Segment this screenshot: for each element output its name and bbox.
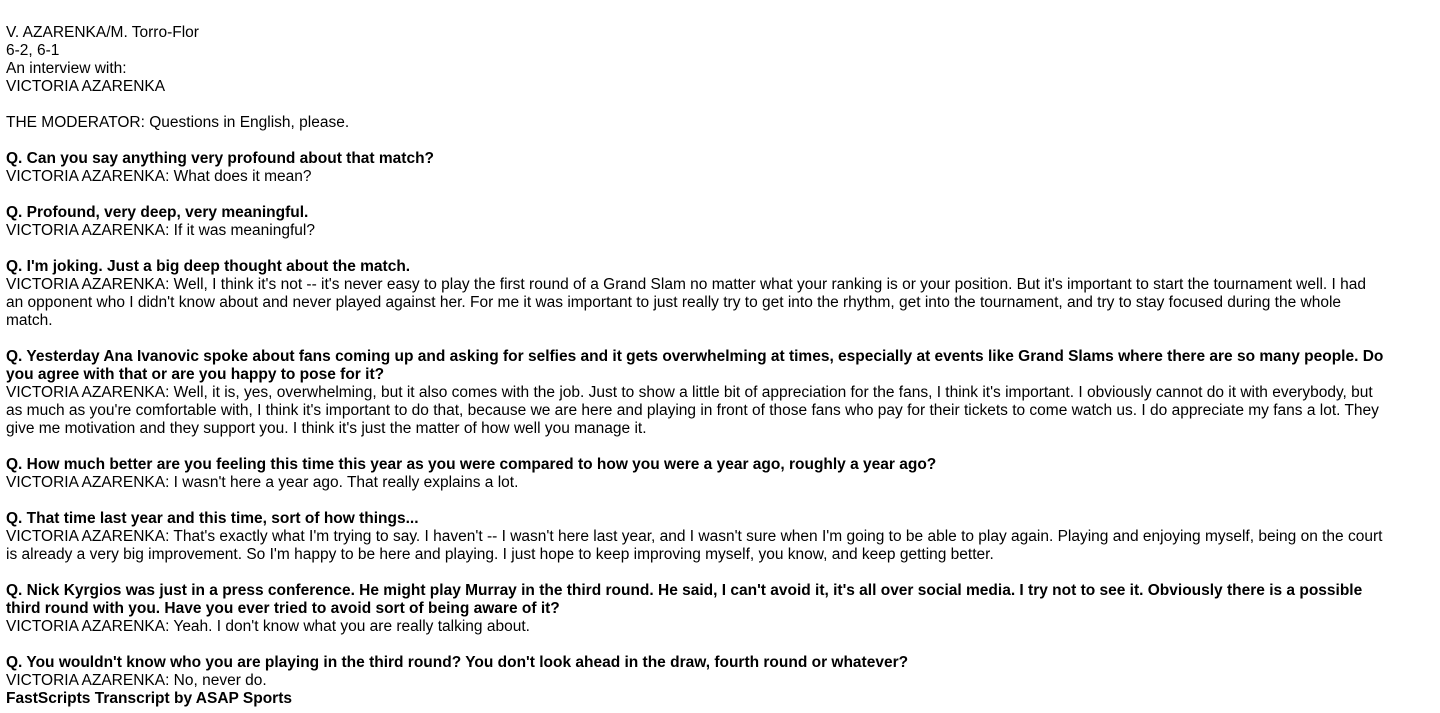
- answer-line: as much as you're comfortable with, I think it's important to do that, because we are here and playing in front of those fans who pay for their tickets to come watch us. I do appreciate my fans a lot. They: [6, 402, 1379, 419]
- answer-line: VICTORIA AZARENKA: Well, it is, yes, overwhelming, but it also comes with the job. Just to show a little bit of appreciation for the fans, I think it's important. I obviously cannot do it with everybody, but: [6, 384, 1373, 401]
- qa-block: [6, 204, 1434, 240]
- qa-block: [6, 510, 1434, 564]
- match-score: 6-2, 6-1: [6, 42, 60, 59]
- answer-line: VICTORIA AZARENKA: No, never do.: [6, 672, 267, 689]
- question-line: Q. You wouldn't know who you are playing in the third round? You don't look ahead in the draw, fourth round or whatever?: [6, 654, 909, 671]
- question-line: third round with you. Have you ever tried to avoid sort of being aware of it?: [6, 600, 560, 617]
- answer-line: VICTORIA AZARENKA: What does it mean?: [6, 168, 312, 185]
- qa-block: [6, 258, 1434, 330]
- question-line: Q. How much better are you feeling this time this year as you were compared to how you were a year ago, roughly a year ago?: [6, 456, 937, 473]
- transcript-document: [6, 24, 1434, 708]
- qa-block: [6, 456, 1434, 492]
- question-line: Q. Yesterday Ana Ivanovic spoke about fans coming up and asking for selfies and it gets overwhelming at times, especially at events like Grand Slams where there are so many people. Do: [6, 348, 1384, 365]
- interview-intro: An interview with:: [6, 60, 127, 77]
- question-line: Q. Can you say anything very profound about that match?: [6, 150, 435, 167]
- answer-line: an opponent who I didn't know about and never played against her. For me it was important to just really try to get into the rhythm, get into the tournament, and try to stay focused during the whole: [6, 294, 1342, 311]
- match-title: V. AZARENKA/M. Torro-Flor: [6, 24, 199, 41]
- answer-line: match.: [6, 312, 53, 329]
- question-line: Q. I'm joking. Just a big deep thought about the match.: [6, 258, 411, 275]
- question-line: Q. Profound, very deep, very meaningful.: [6, 204, 309, 221]
- qa-list: [6, 150, 1434, 690]
- question-line: Q. Nick Kyrgios was just in a press conference. He might play Murray in the third round. He said, I can't avoid it, it's all over social media. I try not to see it. Obviously there is a possible: [6, 582, 1363, 599]
- answer-line: is already a very big improvement. So I'm happy to be here and playing. I just hope to keep improving myself, you know, and keep getting better.: [6, 546, 994, 563]
- moderator-line: THE MODERATOR: Questions in English, please.: [6, 114, 350, 131]
- transcript-header: [6, 24, 1434, 96]
- answer-line: VICTORIA AZARENKA: I wasn't here a year ago. That really explains a lot.: [6, 474, 519, 491]
- qa-block: [6, 348, 1434, 438]
- question-line: Q. That time last year and this time, sort of how things...: [6, 510, 419, 527]
- spacer: [6, 132, 1434, 150]
- interviewee-name: VICTORIA AZARENKA: [6, 78, 166, 95]
- answer-line: VICTORIA AZARENKA: That's exactly what I'm trying to say. I haven't -- I wasn't here last year, and I wasn't sure when I'm going to be able to play again. Playing and enjoying myself, being on the court: [6, 528, 1383, 545]
- spacer: [6, 96, 1434, 114]
- qa-block: [6, 150, 1434, 186]
- answer-line: VICTORIA AZARENKA: If it was meaningful?: [6, 222, 315, 239]
- answer-line: give me motivation and they support you. I think it's just the matter of how well you manage it.: [6, 420, 647, 437]
- answer-line: VICTORIA AZARENKA: Well, I think it's not -- it's never easy to play the first round of a Grand Slam no matter what your ranking is or your position. But it's important to start the tournament well. I had: [6, 276, 1366, 293]
- qa-block: [6, 582, 1434, 636]
- qa-block: [6, 654, 1434, 690]
- transcript-credit: FastScripts Transcript by ASAP Sports: [6, 690, 292, 707]
- question-line: you agree with that or are you happy to pose for it?: [6, 366, 385, 383]
- answer-line: VICTORIA AZARENKA: Yeah. I don't know what you are really talking about.: [6, 618, 530, 635]
